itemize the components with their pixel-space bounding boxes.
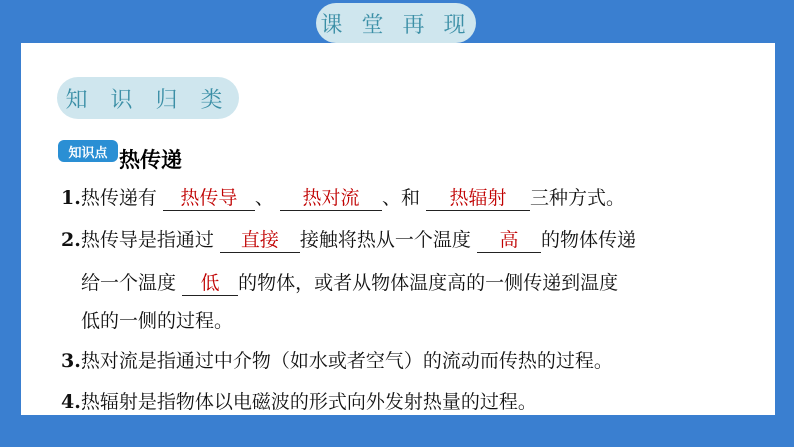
content-panel (21, 43, 775, 415)
item-text: 三种方式。 (530, 187, 626, 209)
answer-blank: 热对流 (280, 186, 382, 211)
answer-blank: 直接 (220, 228, 300, 253)
item-text: 给一个温度 (81, 272, 177, 294)
knowledge-point-badge: 知识点 (58, 140, 118, 162)
item-2-line-2 (81, 268, 618, 296)
section-title: 知 识 归 类 (57, 77, 239, 119)
item-2 (61, 225, 636, 253)
item-text: 热传导是指通过 (80, 229, 214, 251)
item-text: 接触将热从一个温度 (299, 229, 471, 251)
knowledge-point-title: 热传递 (119, 147, 182, 172)
item-number: 4. (61, 391, 81, 413)
item-text: 、和 (381, 187, 420, 209)
item-text: 的物体传递 (540, 229, 636, 251)
item-3 (61, 346, 613, 373)
item-number: 1. (61, 187, 81, 209)
lesson-header: 课 堂 再 现 (316, 3, 476, 43)
item-text: 热对流是指通过中介物（如水或者空气）的流动而传热的过程。 (80, 350, 613, 372)
item-text: 、 (254, 187, 274, 209)
item-1 (61, 183, 625, 211)
answer-blank: 热辐射 (426, 186, 530, 211)
item-number: 3. (61, 350, 81, 372)
answer-blank: 高 (477, 228, 541, 253)
item-2-line-3 (81, 306, 233, 333)
item-4 (61, 387, 537, 414)
answer-blank: 热传导 (163, 186, 255, 211)
item-text: 的物体，或者从物体温度高的一侧传递到温度 (238, 272, 619, 294)
item-number: 2. (61, 229, 81, 251)
item-text: 热传递有 (80, 187, 157, 209)
answer-blank: 低 (182, 271, 238, 296)
item-text: 热辐射是指物体以电磁波的形式向外发射热量的过程。 (80, 391, 537, 413)
item-text: 低的一侧的过程。 (81, 310, 234, 332)
